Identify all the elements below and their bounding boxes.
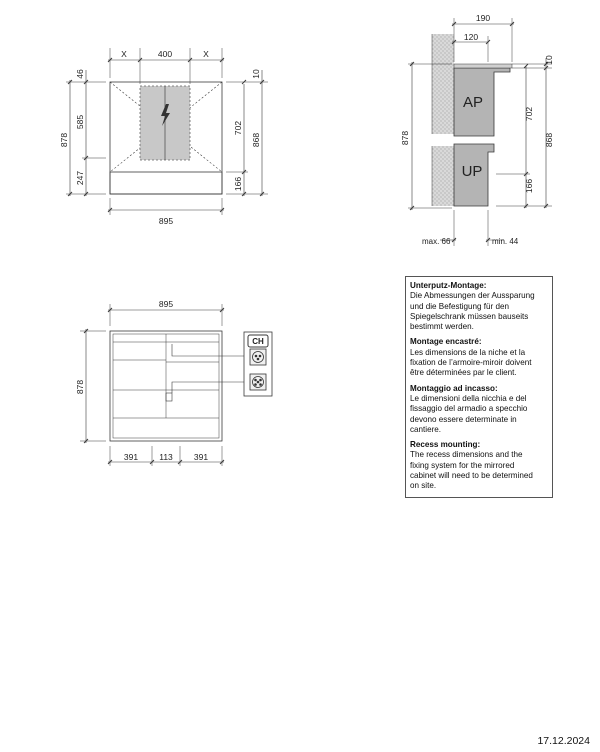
side-min-right-label: min. 44	[492, 237, 519, 246]
socket-type-13-icon	[250, 349, 266, 365]
front-top-gap-label: 10	[251, 69, 261, 79]
front-recess-width-label: 400	[157, 49, 173, 59]
note-en	[410, 440, 552, 491]
ap-label: AP	[462, 94, 484, 111]
side-max-left-label: max. 66	[422, 237, 451, 246]
lower-bottom-mid-label: 113	[159, 452, 173, 462]
front-lower-height-label: 247	[75, 170, 85, 186]
note-fr	[410, 337, 552, 378]
side-depth-total-label: 190	[475, 13, 491, 23]
lower-view	[80, 304, 244, 466]
note-it-text: Le dimensioni della nicchia e del fissaggio del armadio a specchio devono essere determinate in cantiere.	[410, 393, 528, 434]
side-top-gap-label: 10	[544, 55, 554, 65]
side-bottom-height-label: 166	[524, 178, 534, 194]
note-it-heading: Montaggio ad incasso:	[410, 383, 498, 393]
note-en-heading: Recess mounting:	[410, 440, 481, 450]
front-bottom-shelf	[110, 172, 222, 194]
wall-lower	[432, 146, 454, 206]
side-total-height-label: 878	[400, 130, 410, 146]
up-label: UP	[461, 163, 483, 180]
mounting-notes-box	[405, 276, 553, 498]
note-fr-heading: Montage encastré:	[410, 337, 482, 347]
front-total-height-label: 878	[59, 132, 69, 148]
side-recess-depth-label: 120	[463, 32, 479, 42]
front-mirror-height-label: 702	[233, 120, 243, 136]
note-it	[410, 384, 552, 435]
note-de	[410, 281, 552, 332]
note-en-text: The recess dimensions and the fixing system for the mirrored cabinet will need to be determined on site.	[410, 450, 533, 491]
side-view	[408, 18, 552, 246]
wall-upper	[432, 34, 454, 134]
document-date: 17.12.2024	[537, 735, 590, 747]
note-de-heading: Unterputz-Montage:	[410, 281, 487, 290]
note-de-text: Die Abmessungen der Aussparung und die Befestigung für den Spiegelschrank müssen bauseits bestimmt werden.	[410, 291, 535, 332]
lower-width-label: 895	[158, 299, 174, 309]
front-top-offset-label: 46	[75, 69, 85, 79]
front-upper-height-label: 585	[75, 114, 85, 130]
socket-type-23-icon	[250, 374, 266, 390]
front-bottom-height-label: 166	[233, 176, 243, 192]
note-fr-text: Les dimensions de la niche et la fixation de l’armoire-miroir doivent être déterminées par le client.	[410, 347, 532, 378]
lower-bottom-right-label: 391	[193, 452, 209, 462]
front-width-label: 895	[158, 216, 174, 226]
side-mirror-height-label: 702	[524, 106, 534, 122]
front-side-right-label: X	[203, 49, 209, 59]
front-cabinet-height-label: 868	[251, 132, 261, 148]
lower-height-label: 878	[75, 379, 85, 395]
country-badge: CH	[252, 337, 264, 346]
lower-view-labels	[75, 299, 208, 462]
side-cabinet-height-label: 868	[544, 132, 554, 148]
front-side-left-label: X	[121, 49, 127, 59]
lower-bottom-left-label: 391	[123, 452, 139, 462]
